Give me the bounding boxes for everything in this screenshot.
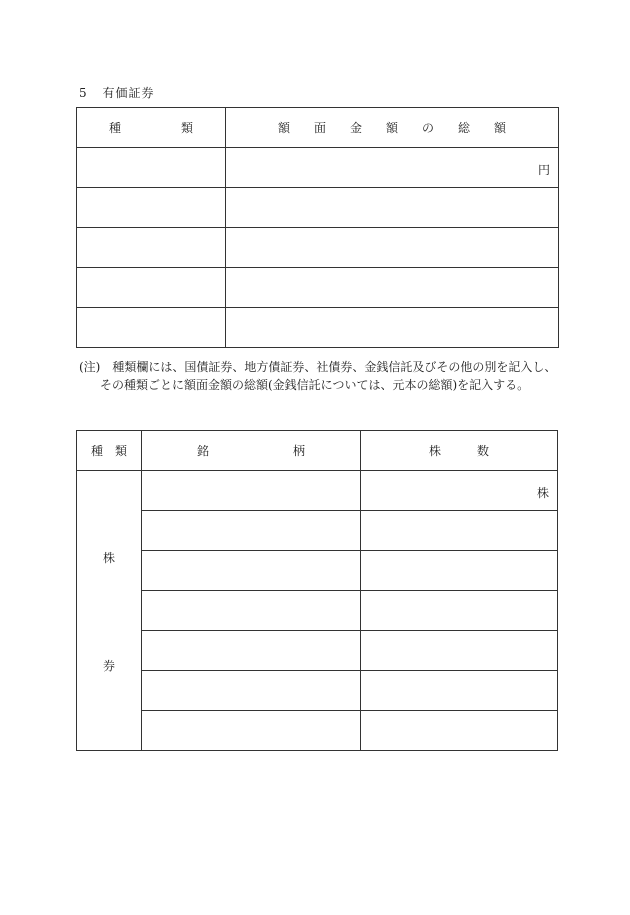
table-row: [77, 631, 558, 671]
header-kind: 種 類: [77, 108, 226, 148]
section-heading: [79, 84, 154, 101]
brand-cell[interactable]: [142, 551, 361, 591]
securities-table-header: [77, 108, 559, 148]
shares-cell[interactable]: [361, 471, 558, 511]
brand-cell[interactable]: [142, 671, 361, 711]
brand-cell[interactable]: [142, 471, 361, 511]
shares-unit: 株: [536, 486, 549, 500]
stock-table-header: [77, 431, 558, 471]
table-row: [77, 188, 559, 228]
kind-cell[interactable]: [77, 308, 226, 348]
stock-table: [76, 430, 558, 751]
securities-table: [76, 107, 559, 348]
shares-cell[interactable]: [361, 711, 558, 751]
kind-cell[interactable]: [77, 228, 226, 268]
table-row: [77, 471, 558, 511]
amount-cell[interactable]: [226, 228, 559, 268]
table-row: [77, 591, 558, 631]
brand-cell[interactable]: [142, 631, 361, 671]
shares-cell[interactable]: [361, 631, 558, 671]
shares-cell[interactable]: [361, 511, 558, 551]
brand-cell[interactable]: [142, 711, 361, 751]
header-shares: 株 数: [361, 431, 558, 471]
kind-cell[interactable]: [77, 188, 226, 228]
section-title: 有価証券: [102, 86, 155, 100]
table-row: [77, 711, 558, 751]
table-row: [77, 228, 559, 268]
brand-cell[interactable]: [142, 591, 361, 631]
note-line1: 種類欄には、国債証券、地方債証券、社債券、金銭信託及びその他の別を記入し、: [112, 360, 557, 374]
shares-cell[interactable]: [361, 591, 558, 631]
yen-unit: 円: [537, 163, 550, 177]
table-row: [77, 671, 558, 711]
brand-cell[interactable]: [142, 511, 361, 551]
kind-cell[interactable]: [77, 148, 226, 188]
table-row: [77, 308, 559, 348]
table-row: [77, 268, 559, 308]
note: [79, 358, 579, 394]
table-row: [77, 551, 558, 591]
header-brand: 銘 柄: [142, 431, 361, 471]
kind-label-top: 株: [102, 551, 115, 565]
amount-cell[interactable]: [226, 188, 559, 228]
note-label: (注): [79, 360, 101, 374]
table-row: [77, 148, 559, 188]
shares-cell[interactable]: [361, 671, 558, 711]
shares-cell[interactable]: [361, 551, 558, 591]
kind-label-bottom: 券: [102, 659, 115, 673]
note-line2: その種類ごとに額面金額の総額(金銭信託については、元本の総額)を記入する。: [100, 378, 530, 392]
amount-cell[interactable]: [226, 268, 559, 308]
header-kind: 種 類: [77, 431, 142, 471]
amount-cell[interactable]: [226, 148, 559, 188]
table-row: [77, 511, 558, 551]
header-face-value-total: 額 面 金 額 の 総 額: [226, 108, 559, 148]
stock-kind-cell: [77, 471, 142, 751]
amount-cell[interactable]: [226, 308, 559, 348]
kind-cell[interactable]: [77, 268, 226, 308]
section-number: 5: [79, 86, 88, 100]
